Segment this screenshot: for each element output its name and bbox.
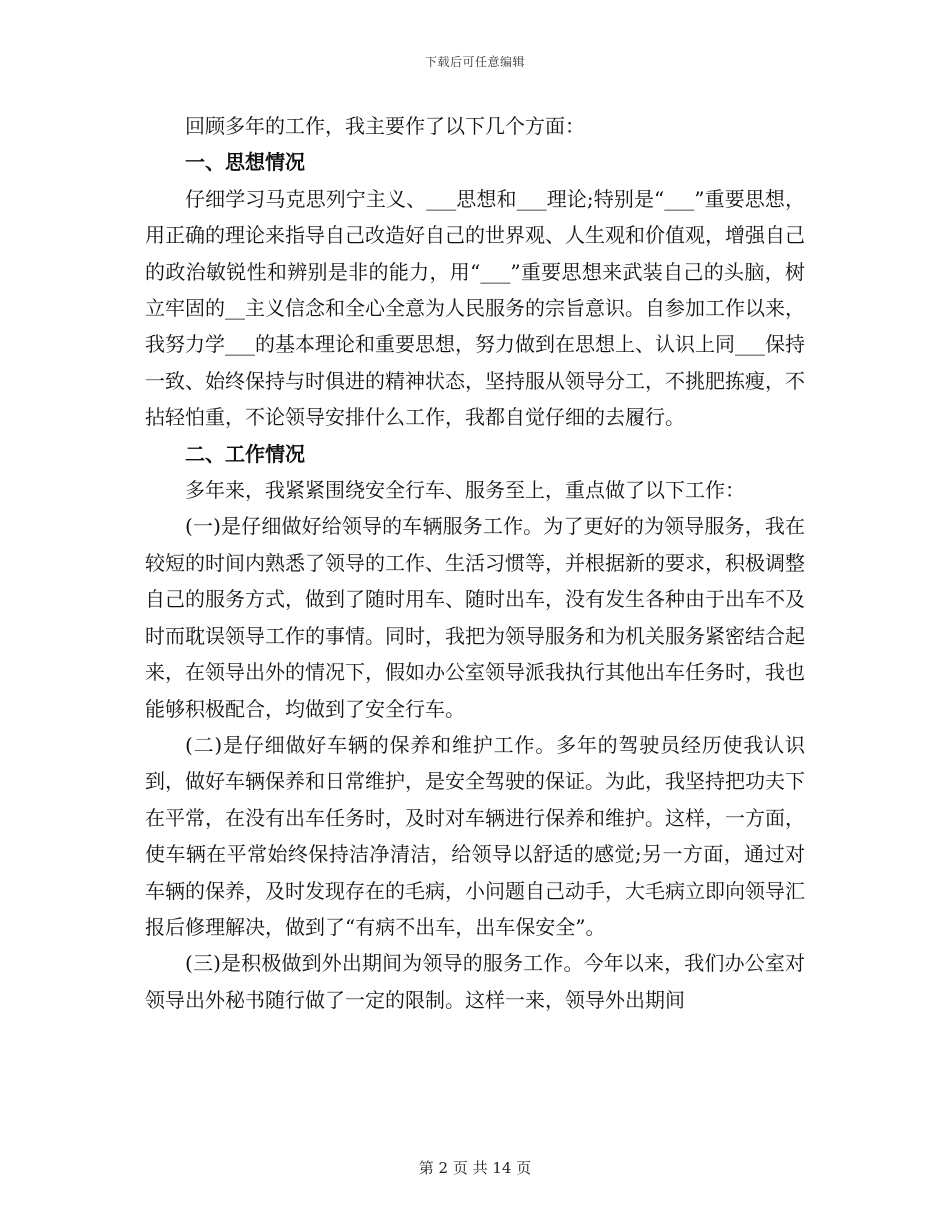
page-number-footer: 第 2 页 共 14 页: [418, 1159, 532, 1177]
section2-item-1: (一)是仔细做好给领导的车辆服务工作。为了更好的为领导服务，我在较短的时间内熟悉了领导的工作、生活习惯等，并根据新的要求，积极调整自己的服务方式，做到了随时用车、随时出车，没有发生各种由于出车不及时而耽误领导工作的事情。同时，我把为领导服务和为机关服务紧密结合起来，在领导出外的情况下，假如办公室领导派我执行其他出车任务时，我也能够积极配合，均做到了安全行车。: [145, 514, 805, 721]
section2-item-3: (三)是积极做到外出期间为领导的服务工作。今年以来，我们办公室对领导出外秘书随行做了一定的限制。这样一来，领导外出期间: [145, 951, 805, 1012]
section2-intro-paragraph: 多年来，我紧紧围绕安全行车、服务至上，重点做了以下工作：: [185, 478, 745, 503]
document-body: [145, 108, 805, 1018]
intro-paragraph: 回顾多年的工作，我主要作了以下几个方面：: [185, 114, 585, 138]
section-heading-thought: 一、思想情况: [185, 150, 305, 175]
page-header-note: 下载后可任意编辑: [424, 55, 525, 69]
section2-item-2: (二)是仔细做好车辆的保养和维护工作。多年的驾驶员经历使我认识到，做好车辆保养和日常维护，是安全驾驶的保证。为此，我坚持把功夫下在平常，在没有出车任务时，及时对车辆进行保养和维护。这样，一方面，使车辆在平常始终保持洁净清洁，给领导以舒适的感觉;另一方面，通过对车辆的保养，及时发现存在的毛病，小问题自己动手，大毛病立即向领导汇报后修理解决，做到了“有病不出车，出车保安全”。: [145, 732, 805, 939]
section-heading-work: 二、工作情况: [185, 441, 305, 466]
section1-paragraph: 仔细学习马克思列宁主义、___思想和___理论;特别是“___”重要思想，用正确的理论来指导自己改造好自己的世界观、人生观和价值观，增强自己的政治敏锐性和辨别是非的能力，用“___”重要思想来武装自己的头脑，树立牢固的__主义信念和全心全意为人民服务的宗旨意识。自参加工作以来，我努力学___的基本理论和重要思想，努力做到在思想上、认识上同___保持一致、始终保持与时俱进的精神状态，坚持服从领导分工，不挑肥拣瘦，不拈轻怕重，不论领导安排什么工作，我都自觉仔细的去履行。: [145, 186, 805, 430]
